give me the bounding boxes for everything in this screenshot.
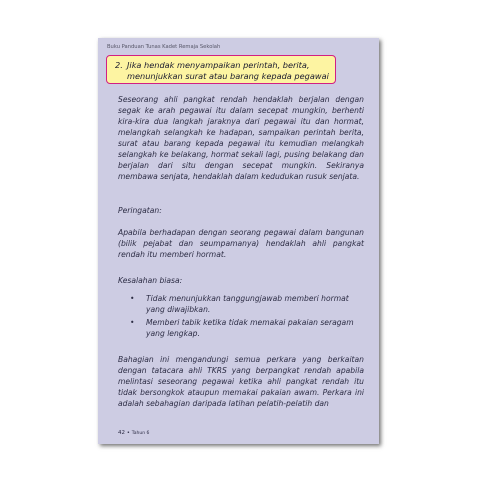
- list-item-text: Tidak menunjukkan tanggungjawab memberi hormat yang diwajibkan.: [146, 294, 349, 314]
- bullet-icon: •: [130, 294, 135, 303]
- warning-label: Peringatan:: [118, 206, 162, 215]
- page-footer: [118, 430, 149, 436]
- section-heading-box: [106, 55, 336, 84]
- footer-separator: •: [125, 430, 132, 436]
- list-item: [118, 293, 364, 315]
- footer-label: Tahun 6: [131, 431, 150, 436]
- section-title: Jika hendak menyampaikan perintah, berita, menunjukkan surat atau barang kepada pegawai: [127, 60, 329, 81]
- running-header: Buku Panduan Tunas Kadet Remaja Sekolah: [107, 44, 221, 50]
- closing-paragraph: Bahagian ini mengandungi semua perkara yang berkaitan dengan tatacara ahli TKRS yang berpangkat rendah apabila melintasi seseorang pegawai ketika ahli pangkat rendah itu tidak bersongkok ataupun memakai pakaian awam. Perkara ini adalah sebahagian daripada latihan pelatih-pelatih dan: [118, 355, 364, 408]
- errors-list: [118, 293, 364, 341]
- book-page: [98, 38, 379, 444]
- errors-label: Kesalahan biasa:: [118, 276, 183, 285]
- bullet-icon: •: [130, 318, 135, 327]
- section-number: 2.: [115, 60, 123, 70]
- intro-paragraph: Seseorang ahli pangkat rendah hendaklah berjalan dengan segak ke arah pegawai itu dalam secepat mungkin, berhenti kira-kira dua langkah jaraknya dari pegawai itu dan hormat, melangkah selangkah ke hadapan, sampaikan perintah berita, surat atau barang kepada pegawai itu kemudian melangkah selangkah ke belakang, hormat sekali lagi, pusing belakang dan berjalan dari situ dengan secepat mungkin. Sekiranya membawa senjata, hendaklah dalam kedudukan rusuk senjata.: [118, 95, 364, 181]
- page-number: 42: [118, 430, 125, 436]
- warning-paragraph: Apabila berhadapan dengan seorang pegawai dalam bangunan (bilik pejabat dan seumpamanya) hendaklah ahli pangkat rendah itu memberi hormat.: [118, 228, 364, 259]
- list-item: [118, 317, 364, 339]
- list-item-text: Memberi tabik ketika tidak memakai pakaian seragam yang lengkap.: [146, 318, 354, 338]
